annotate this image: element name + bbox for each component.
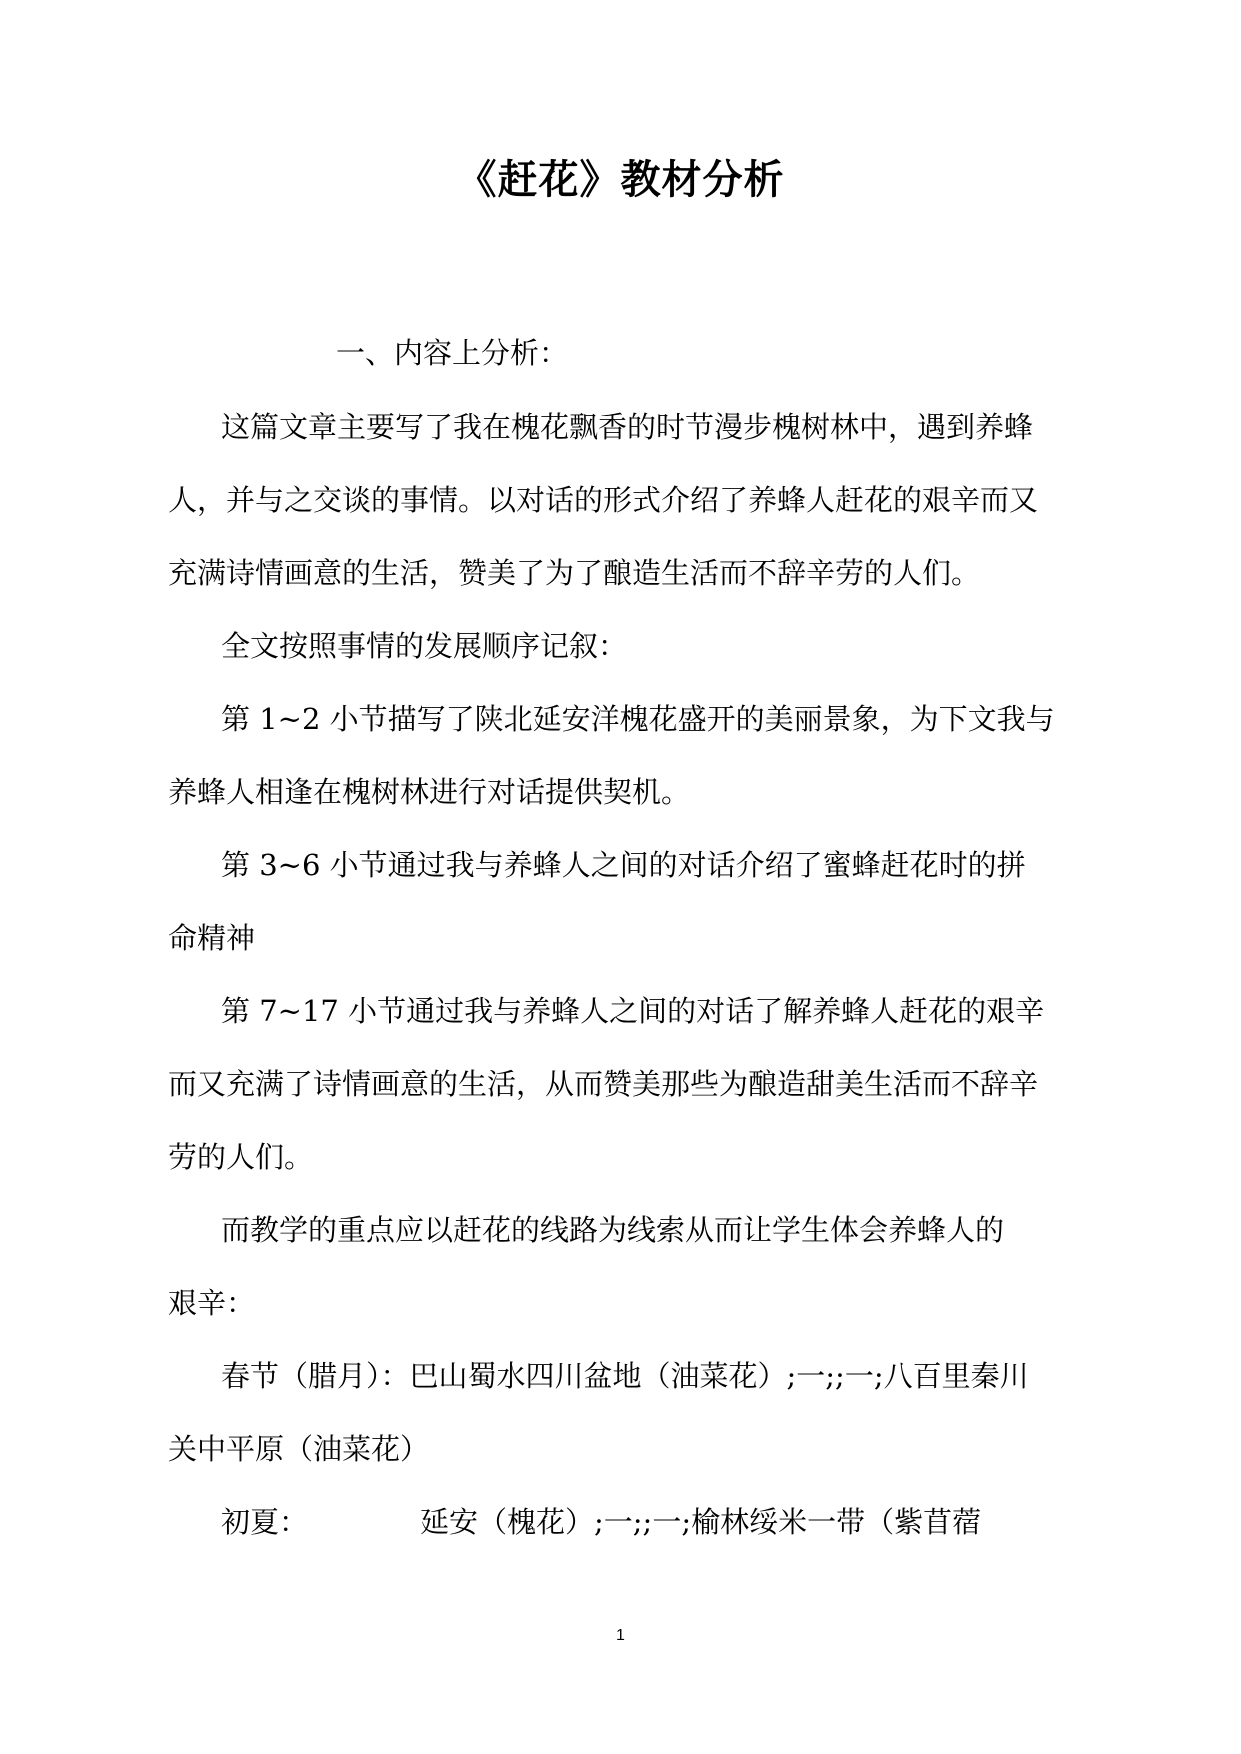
season-label: 初夏： [221,1505,309,1539]
paragraph-line: 命精神 [168,921,256,955]
paragraph-line: 劳的人们。 [168,1140,314,1174]
paragraph-line: 而又充满了诗情画意的生活，从而赞美那些为酿造甜美生活而不辞辛 [168,1067,1039,1101]
section-heading: 一、内容上分析： [336,336,569,370]
page-number: 1 [616,1627,625,1644]
paragraph-line: 人，并与之交谈的事情。以对话的形式介绍了养蜂人赶花的艰辛而又 [168,483,1039,517]
document-title: 《赶花》教材分析 [456,157,785,203]
paragraph-line: 第 1~2 小节描写了陕北延安洋槐花盛开的美丽景象，为下文我与 [221,702,1055,736]
paragraph-line [221,1502,981,1542]
paragraph-line: 这篇文章主要写了我在槐花飘香的时节漫步槐树林中，遇到养蜂 [221,410,1034,444]
paragraph-line: 关中平原（油菜花） [168,1432,430,1466]
paragraph-line: 艰辛： [168,1286,256,1320]
paragraph-line: 第 7~17 小节通过我与养蜂人之间的对话了解养蜂人赶花的艰辛 [221,994,1045,1028]
paragraph-line: 全文按照事情的发展顺序记叙： [221,629,628,663]
paragraph-line: 充满诗情画意的生活，赞美了为了酿造生活而不辞辛劳的人们。 [168,556,981,590]
paragraph-line: 春节（腊月）：巴山蜀水四川盆地（油菜花）;一;;一;八百里秦川 [221,1359,1029,1393]
paragraph-line: 而教学的重点应以赶花的线路为线索从而让学生体会养蜂人的 [221,1213,1005,1247]
paragraph-line: 第 3~6 小节通过我与养蜂人之间的对话介绍了蜜蜂赶花时的拼 [221,848,1026,882]
route-text: 延安（槐花）;一;;一;榆林绥米一带（紫苜蓿 [420,1505,982,1539]
paragraph-line: 养蜂人相逢在槐树林进行对话提供契机。 [168,775,691,809]
